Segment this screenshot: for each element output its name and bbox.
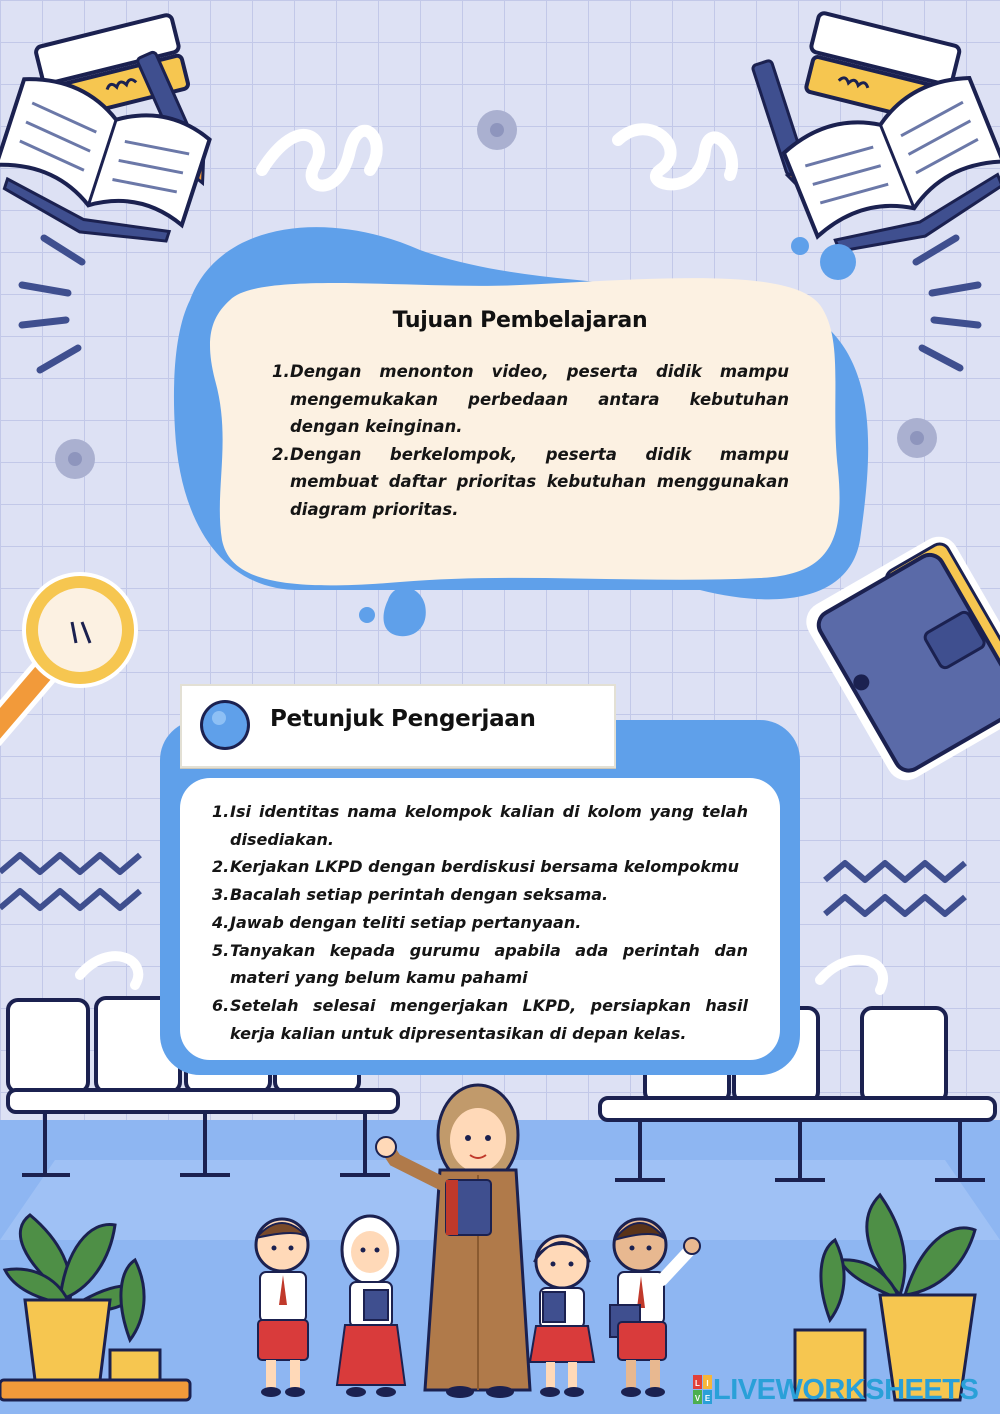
books-top-left-illustration <box>0 14 212 261</box>
petunjuk-item: 6. Setelah selesai mengerjakan LKPD, persiapkan hasil kerja kalian untuk dipresentasikan di depan kelas. <box>212 995 748 1043</box>
burst-lines-left-decor <box>22 238 82 370</box>
swirl-left-decor <box>262 131 377 186</box>
petunjuk-item: 4. Jawab dengan teliti setiap pertanyaan. <box>212 912 582 932</box>
tujuan-title: Tujuan Pembelajaran <box>392 308 648 333</box>
burst-lines-right-decor <box>916 238 978 368</box>
tujuan-item: 2. Dengan berkelompok, peserta didik mampu membuat daftar prioritas kebutuhan menggunakan diagram prioritas. <box>272 444 789 519</box>
petunjuk-item: 1. Isi identitas nama kelompok kalian di kolom yang telah disediakan. <box>212 802 748 849</box>
tujuan-list <box>272 358 789 523</box>
petunjuk-title: Petunjuk Pengerjaan <box>270 706 536 732</box>
svg-text:L: L <box>695 1379 700 1388</box>
watermark-text: LIVEWORKSHEETS <box>713 1373 979 1406</box>
books-top-right-illustration <box>752 12 1000 273</box>
zigzag-right-decor <box>825 863 965 914</box>
tujuan-item: 1. Dengan menonton video, peserta didik mampu mengemukakan perbedaan antara kebutuhan dengan keinginan. <box>272 362 789 436</box>
petunjuk-header <box>180 684 616 768</box>
petunjuk-item: 5. Tanyakan kepada gurumu apabila ada perintah dan materi yang belum kamu pahami <box>212 940 748 988</box>
svg-text:E: E <box>704 1394 711 1403</box>
swirl-right-decor <box>618 129 732 184</box>
liveworksheets-logo-icon <box>693 1375 713 1405</box>
petunjuk-list <box>212 798 748 1047</box>
petunjuk-item: 2. Kerjakan LKPD dengan berdiskusi bersama kelompokmu <box>212 857 740 877</box>
petunjuk-item: 3. Bacalah setiap perintah dengan seksama. <box>212 885 609 905</box>
magnifier-illustration <box>0 572 138 735</box>
svg-text:V: V <box>694 1394 701 1403</box>
svg-text:I: I <box>706 1379 709 1388</box>
zigzag-left-decor <box>0 855 140 908</box>
blue-circle-icon <box>198 698 252 752</box>
liveworksheets-watermark <box>693 1373 978 1407</box>
